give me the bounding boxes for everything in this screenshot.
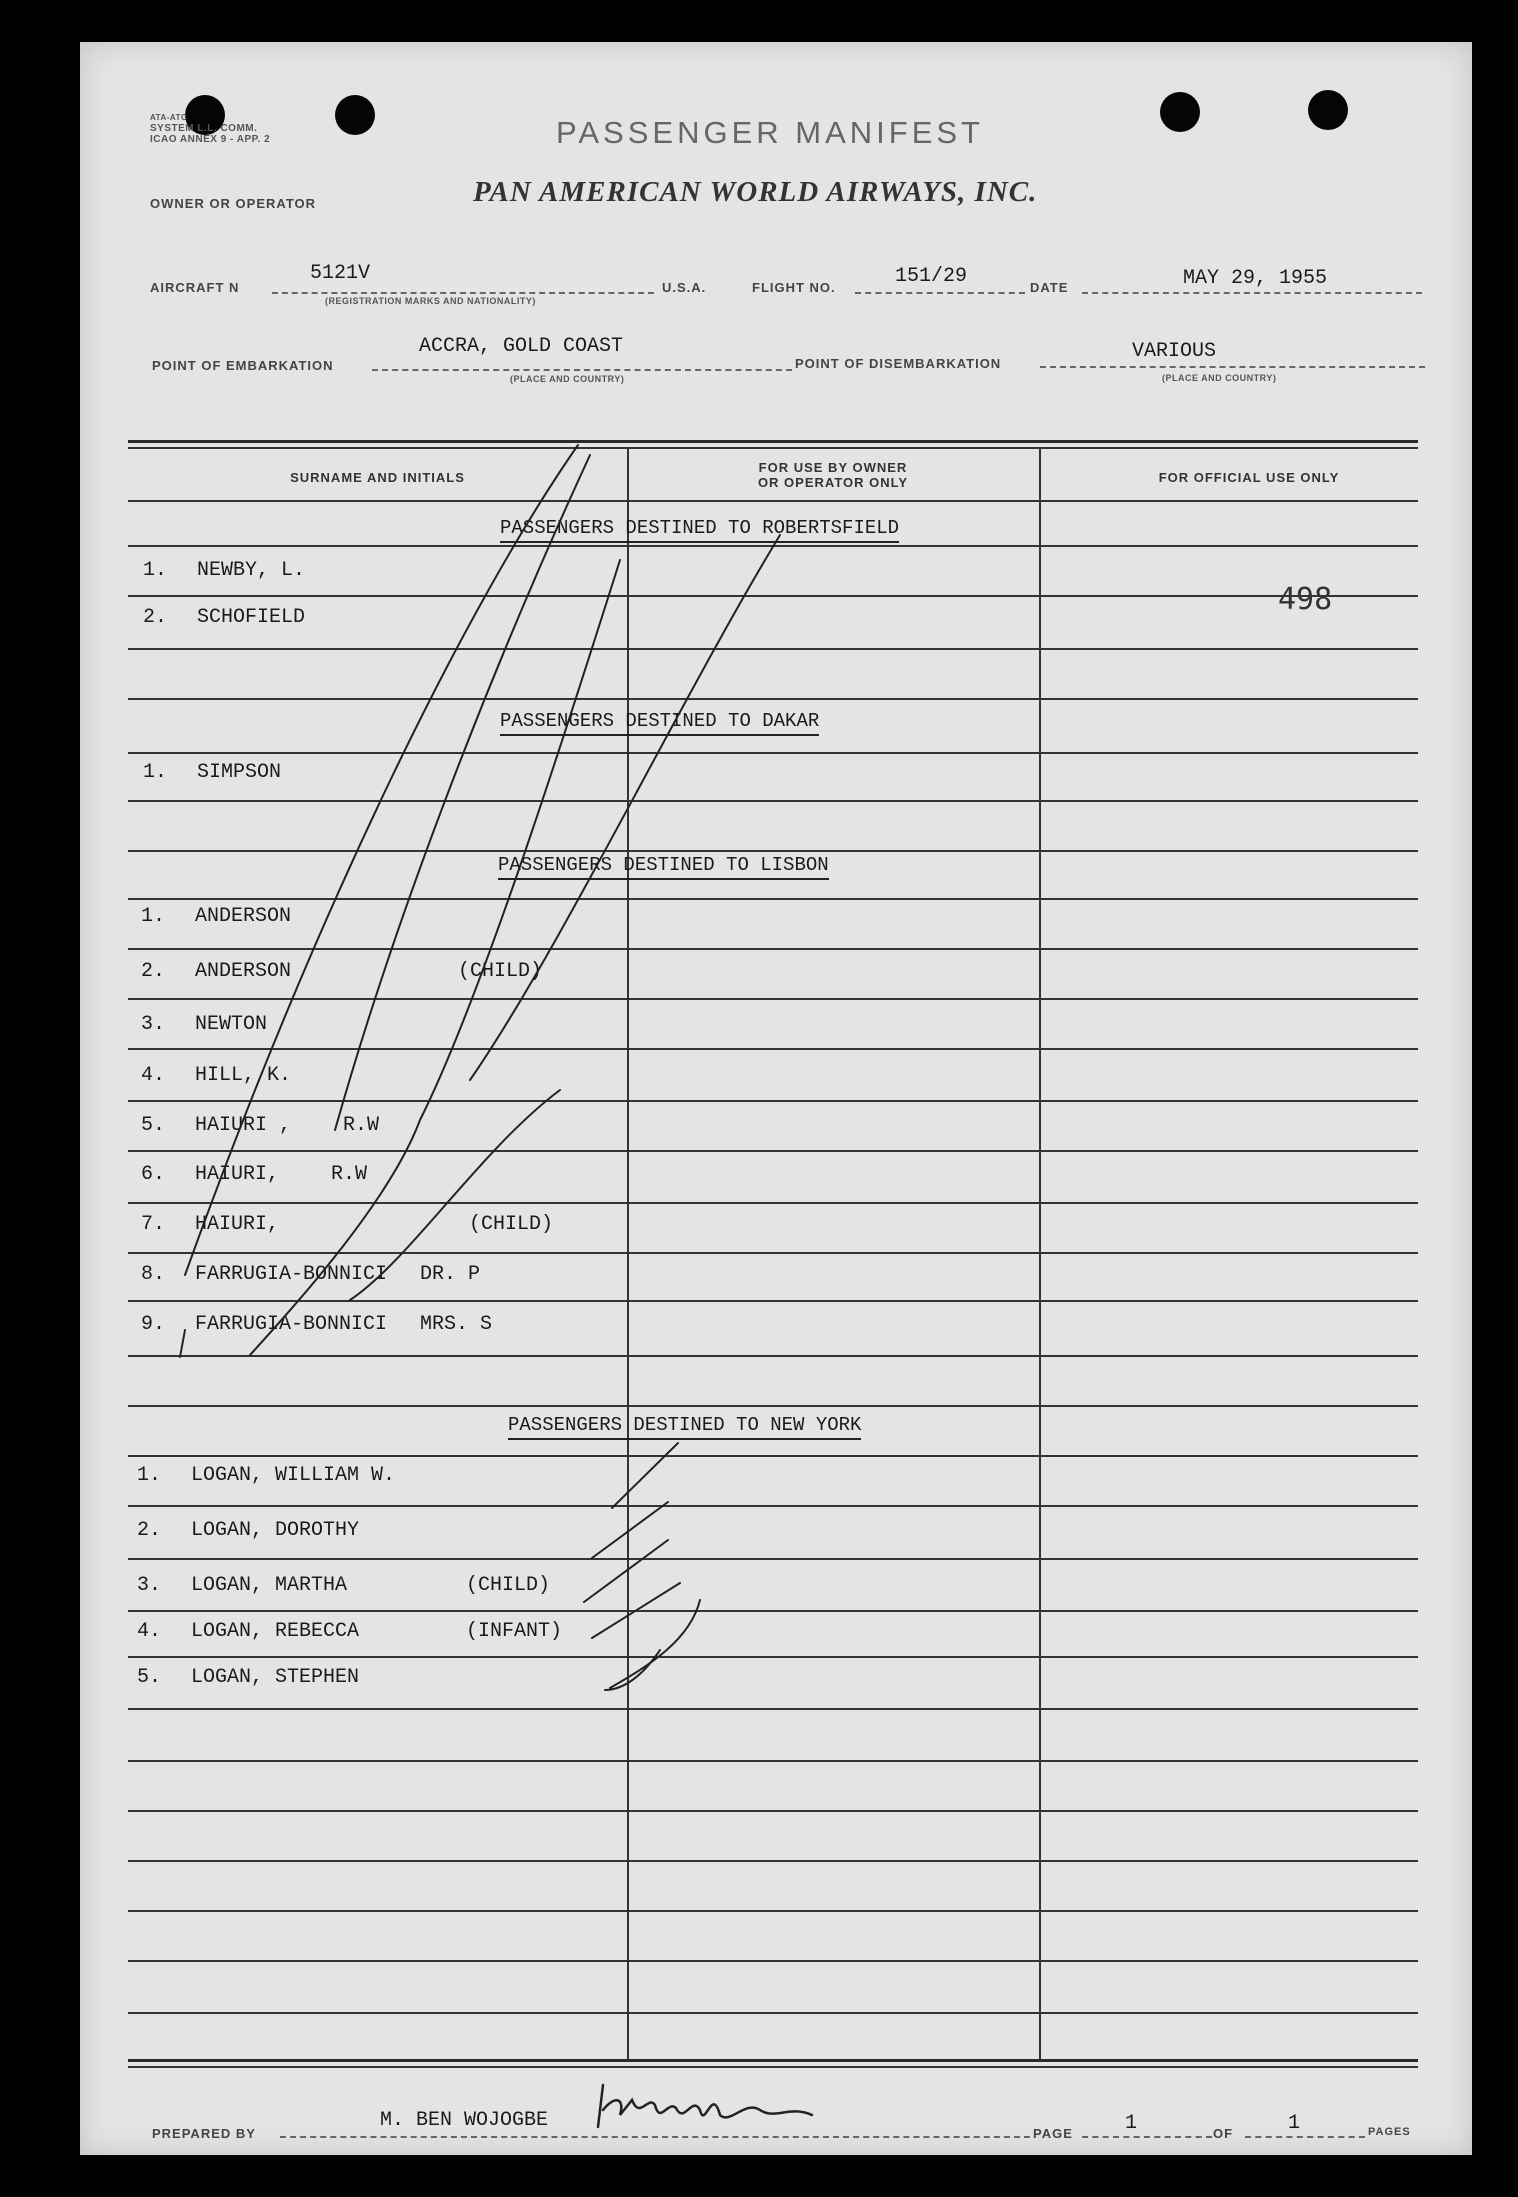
flight-value: 151/29	[895, 265, 968, 288]
pen-stroke	[335, 455, 590, 1130]
passenger-number: 4.	[141, 1064, 166, 1087]
passenger-number: 3.	[137, 1574, 162, 1597]
pages-label: PAGES	[1368, 2126, 1411, 2138]
passenger-note: (CHILD)	[469, 1213, 554, 1236]
usa-label: U.S.A.	[662, 280, 707, 295]
passenger-note: MRS. S	[420, 1313, 493, 1336]
prepared-by-label: PREPARED BY	[152, 2126, 256, 2141]
of-label: OF	[1213, 2126, 1234, 2141]
passenger-name: ANDERSON	[195, 960, 292, 983]
official-number: 498	[1278, 582, 1333, 617]
passenger-number: 1.	[143, 559, 168, 582]
pen-stroke	[470, 535, 780, 1080]
owner-label: OWNER OR OPERATOR	[150, 196, 317, 211]
passenger-name: FARRUGIA-BONNICI	[195, 1263, 388, 1286]
passenger-number: 7.	[141, 1213, 166, 1236]
check-mark	[612, 1443, 678, 1508]
aircraft-value: 5121V	[310, 262, 371, 285]
passenger-note: DR. P	[420, 1263, 481, 1286]
passenger-name: HAIURI ,	[195, 1114, 292, 1137]
passenger-name: LOGAN, DOROTHY	[191, 1519, 360, 1542]
passenger-name: LOGAN, REBECCA	[191, 1620, 360, 1643]
passenger-number: 1.	[141, 905, 166, 928]
passenger-name: LOGAN, MARTHA	[191, 1574, 348, 1597]
pages-total: 1	[1288, 2112, 1301, 2135]
check-mark	[592, 1583, 680, 1638]
page-label: PAGE	[1033, 2126, 1073, 2141]
pen-stroke	[180, 1330, 185, 1357]
embarkation-value: ACCRA, GOLD COAST	[419, 335, 624, 358]
passenger-number: 5.	[141, 1114, 166, 1137]
section-heading: PASSENGERS DESTINED TO NEW YORK	[508, 1414, 861, 1440]
disembarkation-label: POINT OF DISEMBARKATION	[795, 356, 1002, 371]
passenger-note: (CHILD)	[458, 960, 543, 983]
form-reference: ATA-ATC SYSTEM L.L. COMM. ICAO ANNEX 9 - APP. 2	[150, 113, 271, 145]
passenger-number: 1.	[143, 761, 168, 784]
passenger-number: 2.	[141, 960, 166, 983]
passenger-note: R.W	[331, 1163, 368, 1186]
passenger-number: 6.	[141, 1163, 166, 1186]
column-header-owner: FOR USE BY OWNER OR OPERATOR ONLY	[757, 460, 909, 490]
section-heading: PASSENGERS DESTINED TO LISBON	[498, 854, 829, 880]
passenger-number: 9.	[141, 1313, 166, 1336]
passenger-name: SIMPSON	[197, 761, 282, 784]
passenger-name: HAIURI,	[195, 1213, 280, 1236]
check-mark	[584, 1540, 668, 1602]
passenger-number: 1.	[137, 1464, 162, 1487]
check-mark	[605, 1600, 700, 1690]
passenger-number: 3.	[141, 1013, 166, 1036]
column-header-official: FOR OFFICIAL USE ONLY	[1158, 470, 1340, 485]
passenger-name: ANDERSON	[195, 905, 292, 928]
embarkation-label: POINT OF EMBARKATION	[152, 358, 334, 373]
passenger-number: 5.	[137, 1666, 162, 1689]
passenger-note: R.W	[343, 1114, 380, 1137]
passenger-name: SCHOFIELD	[197, 606, 306, 629]
prepared-by-value: M. BEN WOJOGBE	[380, 2109, 549, 2132]
airline-name: PAN AMERICAN WORLD AIRWAYS, INC.	[473, 176, 1038, 208]
date-label: DATE	[1030, 280, 1069, 295]
passenger-number: 8.	[141, 1263, 166, 1286]
date-value: MAY 29, 1955	[1183, 267, 1328, 290]
page-title: PASSENGER MANIFEST	[556, 115, 984, 150]
registration-caption: (REGISTRATION MARKS AND NATIONALITY)	[325, 296, 536, 306]
passenger-number: 4.	[137, 1620, 162, 1643]
column-header-surname: SURNAME AND INITIALS	[290, 470, 465, 485]
passenger-name: LOGAN, STEPHEN	[191, 1666, 360, 1689]
pen-stroke	[250, 560, 620, 1355]
page-number: 1	[1125, 2112, 1138, 2135]
place-caption-2: (PLACE AND COUNTRY)	[1162, 373, 1277, 383]
place-caption: (PLACE AND COUNTRY)	[510, 374, 625, 384]
passenger-name: FARRUGIA-BONNICI	[195, 1313, 388, 1336]
passenger-name: LOGAN, WILLIAM W.	[191, 1464, 396, 1487]
flight-label: FLIGHT NO.	[752, 280, 836, 295]
pen-stroke	[185, 445, 578, 1275]
passenger-number: 2.	[137, 1519, 162, 1542]
passenger-name: HAIURI,	[195, 1163, 280, 1186]
aircraft-label: AIRCRAFT N	[150, 280, 240, 295]
passenger-note: (INFANT)	[466, 1620, 563, 1643]
passenger-name: NEWBY, L.	[197, 559, 306, 582]
passenger-number: 2.	[143, 606, 168, 629]
section-heading: PASSENGERS DESTINED TO ROBERTSFIELD	[500, 517, 899, 543]
passenger-name: NEWTON	[195, 1013, 268, 1036]
pen-stroke	[350, 1090, 560, 1300]
disembarkation-value: VARIOUS	[1132, 340, 1217, 363]
section-heading: PASSENGERS DESTINED TO DAKAR	[500, 710, 819, 736]
passenger-note: (CHILD)	[466, 1574, 551, 1597]
passenger-name: HILL, K.	[195, 1064, 292, 1087]
signature	[598, 2085, 812, 2127]
